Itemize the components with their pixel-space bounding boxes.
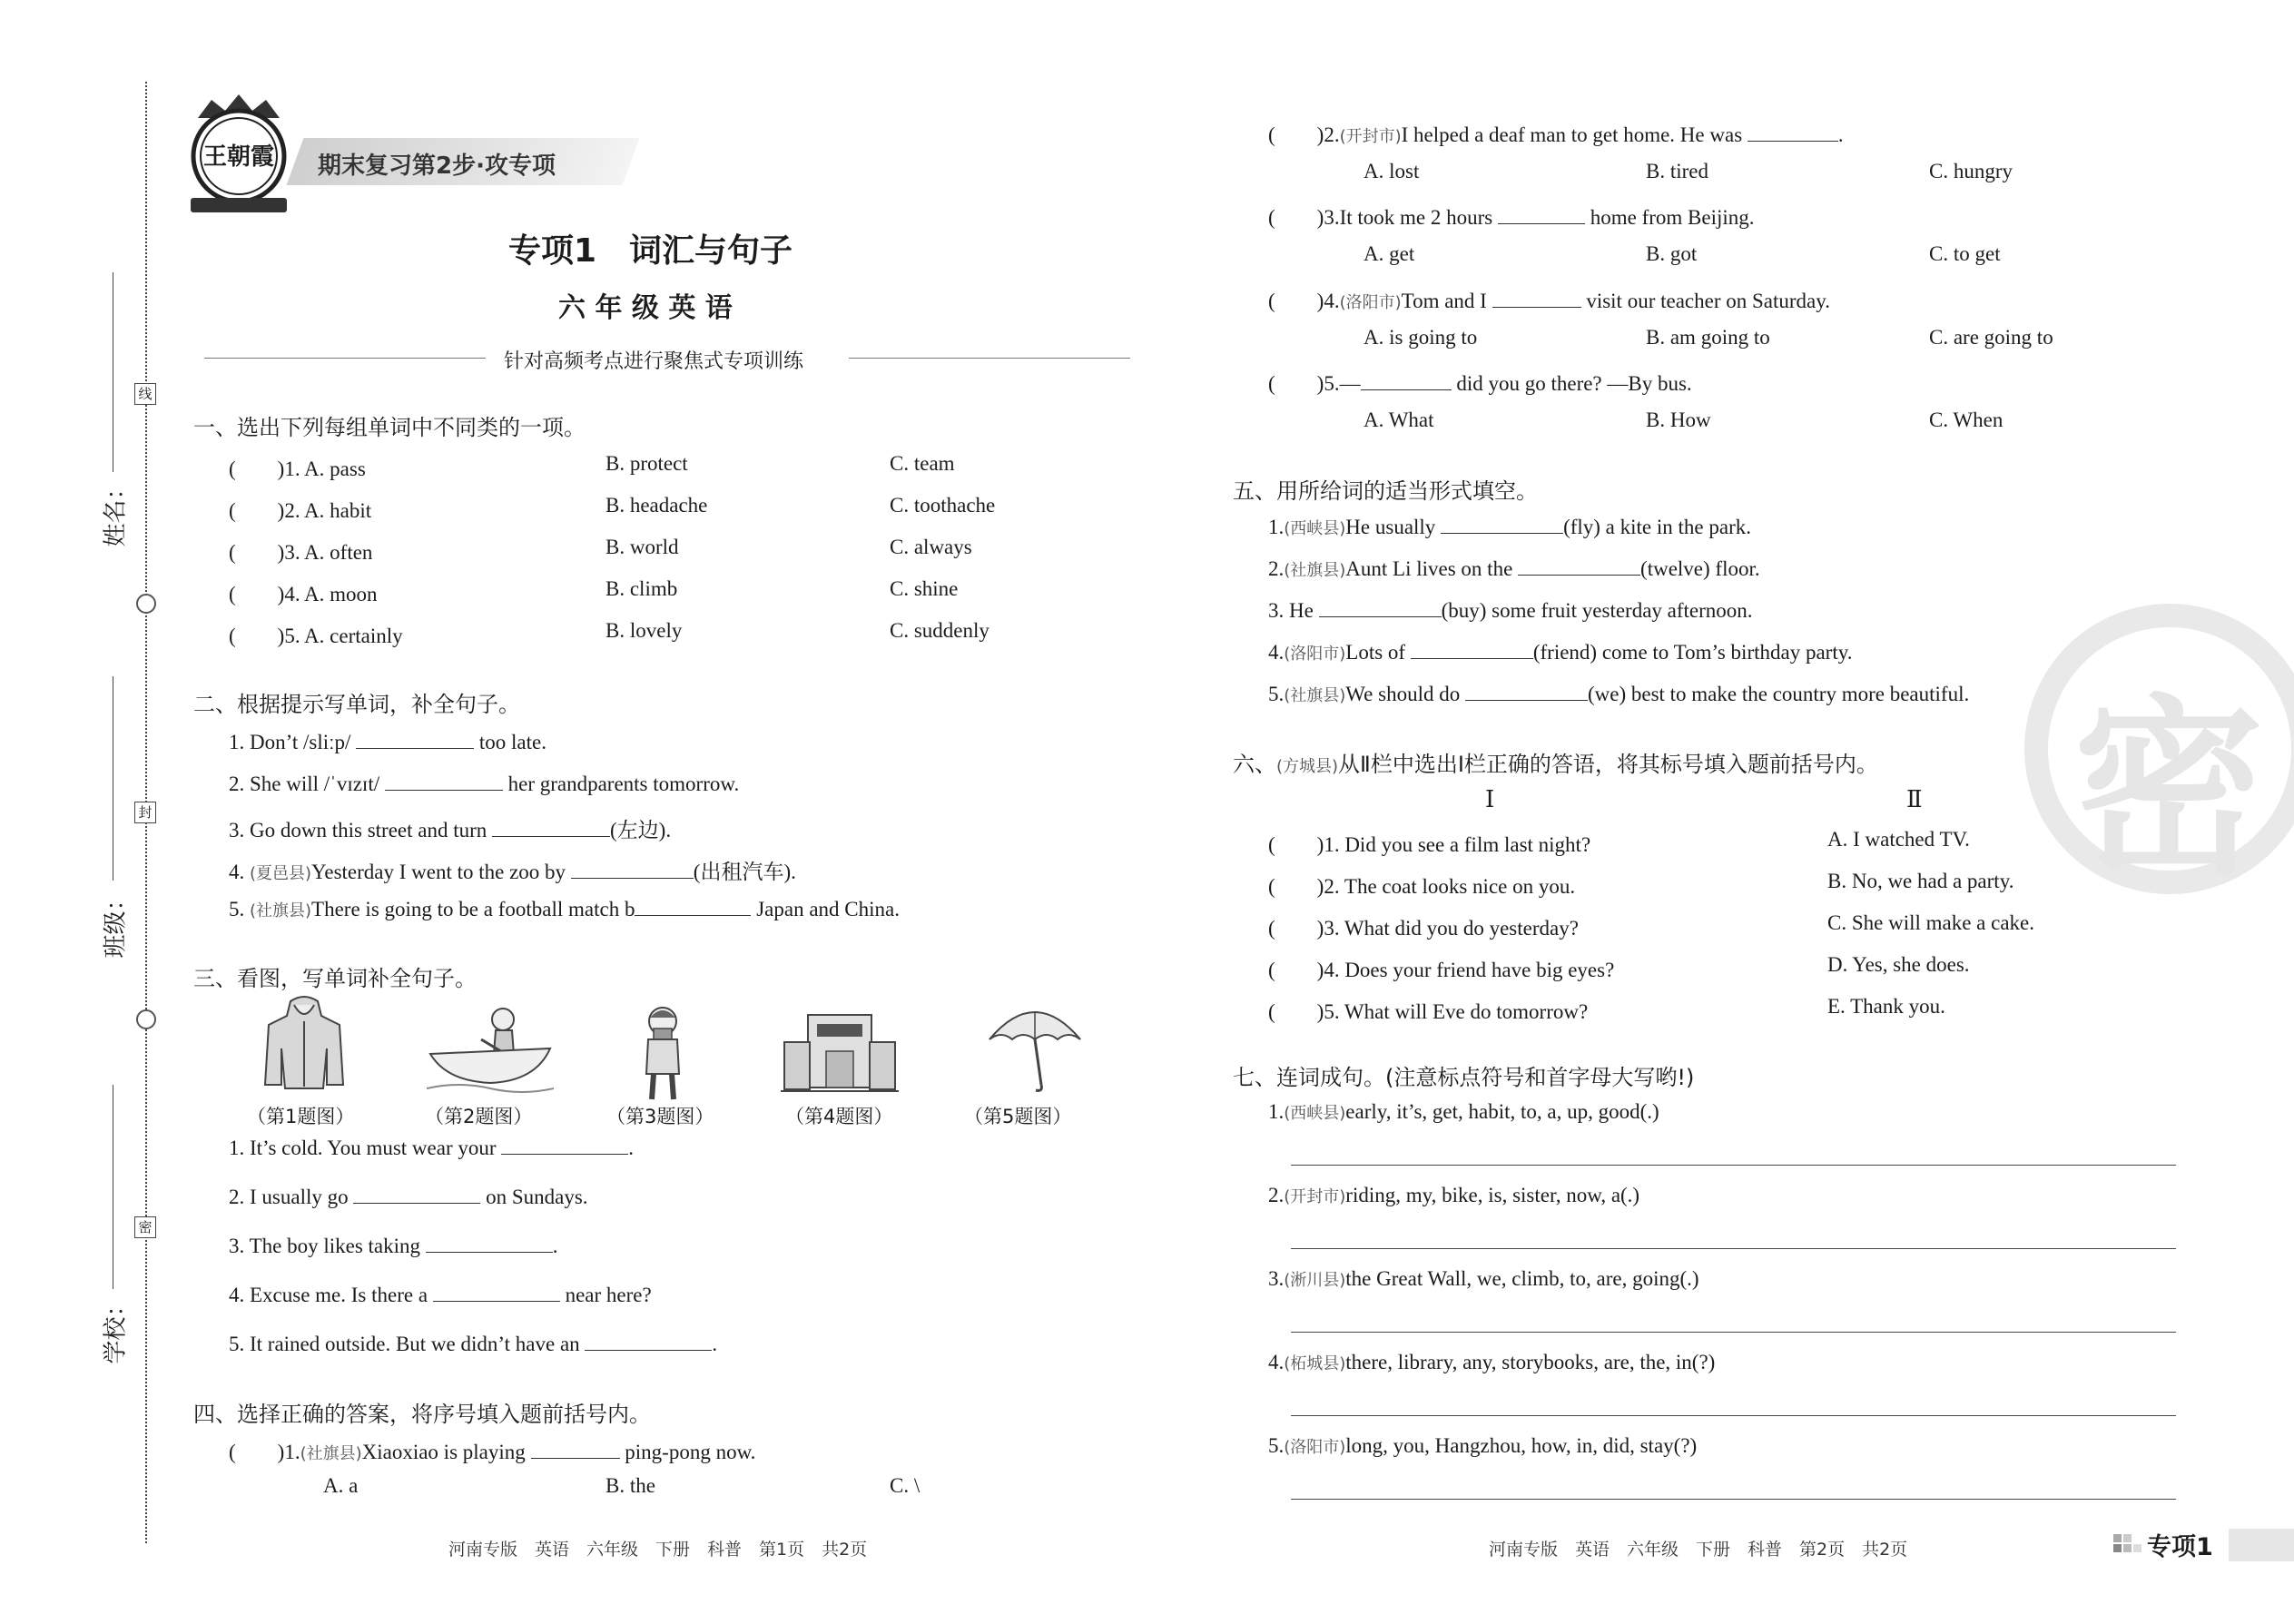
word-list: 2.(开封市)riding, my, bike, is, sister, now, a(.): [1268, 1184, 1640, 1206]
option-a: A. is going to: [1364, 326, 1478, 349]
option-c: C. When: [1929, 408, 2004, 431]
section1-heading: 一、选出下列每组单词中不同类的一项。: [193, 415, 586, 440]
picture-boating: [427, 1003, 554, 1098]
answer-option: B. No, we had a party.: [1827, 870, 2014, 892]
fill-row: 5.(社旗县)We should do (we) best to make the country more beautiful.: [1268, 683, 1970, 705]
option-a: A. lost: [1364, 160, 1420, 182]
question-row[interactable]: ( )5. A. certainly: [229, 625, 403, 647]
fill-row: 1. Don’t /sliːp/ too late.: [229, 731, 546, 753]
question-row[interactable]: ( )1. A. pass: [229, 458, 366, 480]
answer-blank[interactable]: [585, 1332, 712, 1351]
footer-left: 河南专版 英语 六年级 下册 科普 第1页 共2页: [448, 1540, 868, 1560]
picture-caption: （第2题图）: [425, 1106, 533, 1127]
picture-boy-photo: [635, 1003, 690, 1107]
seal-char-secret: 密: [134, 1216, 156, 1238]
picture-bookstore: [781, 1006, 899, 1101]
page-subtitle: 六 年 级 英 语: [558, 292, 733, 324]
question-row[interactable]: ( )2. A. habit: [229, 499, 372, 522]
question-row[interactable]: ( )4. A. moon: [229, 583, 378, 605]
fill-row: 2.(社旗县)Aunt Li lives on the (twelve) floor.: [1268, 557, 1760, 580]
question-row[interactable]: ( )2.(开封市)I helped a deaf man to get home. He was .: [1268, 123, 1844, 146]
question-row[interactable]: ( )3.It took me 2 hours home from Beijing.: [1268, 206, 1755, 229]
option-b: B. the: [605, 1474, 655, 1497]
picture-umbrella: [985, 1003, 1085, 1098]
corner-tab-bar: [2229, 1529, 2294, 1561]
fill-row: 2. I usually go on Sundays.: [229, 1186, 588, 1208]
section7-heading: 七、连词成句。(注意标点符号和首字母大写哟!): [1233, 1065, 1695, 1090]
option-a: A. What: [1364, 408, 1434, 431]
answer-line[interactable]: [1291, 1165, 2176, 1166]
fill-row: 1. It’s cold. You must wear your .: [229, 1137, 635, 1159]
fill-row: 1.(西峡县)He usually (fly) a kite in the park.: [1268, 516, 1751, 538]
watermark-char: 密: [2073, 678, 2265, 901]
section2-heading: 二、根据提示写单词，补全句子。: [193, 692, 520, 717]
answer-blank[interactable]: [1518, 556, 1640, 576]
banner-text: 期末复习第2步·攻专项: [318, 153, 556, 180]
option-c: C. toothache: [890, 494, 996, 517]
option-c: C. team: [890, 452, 955, 475]
fill-row: 5. It rained outside. But we didn’t have an .: [229, 1333, 718, 1355]
question-row[interactable]: ( )1.(社旗县)Xiaoxiao is playing ping-pong now.: [229, 1441, 756, 1463]
question-row[interactable]: ( )3. A. often: [229, 541, 373, 564]
answer-blank[interactable]: [353, 1185, 480, 1204]
option-a: A. a: [323, 1474, 359, 1497]
fill-row: 4.(洛阳市)Lots of (friend) come to Tom’s birthday party.: [1268, 641, 1853, 664]
name-label: 姓名：: [102, 476, 130, 547]
seal-char-line: 线: [134, 383, 156, 405]
answer-blank[interactable]: [1441, 515, 1563, 534]
option-b: B. lovely: [605, 619, 683, 642]
section6-heading: 六、(方城县)从Ⅱ栏中选出Ⅰ栏正确的答语，将其标号填入题前括号内。: [1233, 752, 1878, 777]
question-row[interactable]: ( )1. Did you see a film last night?: [1268, 833, 1591, 856]
section3-heading: 三、看图，写单词补全句子。: [193, 966, 477, 991]
picture-caption: （第3题图）: [606, 1106, 714, 1127]
answer-blank[interactable]: [635, 897, 751, 916]
brand-logo: [180, 91, 298, 209]
option-c: C. shine: [890, 577, 959, 600]
section4-heading: 四、选择正确的答案，将序号填入题前括号内。: [193, 1402, 651, 1427]
answer-option: D. Yes, she does.: [1827, 953, 1970, 976]
answer-blank[interactable]: [1498, 205, 1585, 224]
word-list: 1.(西峡县)early, it’s, get, habit, to, a, up, good(.): [1268, 1100, 1659, 1123]
option-b: B. got: [1646, 242, 1698, 265]
question-row[interactable]: ( )2. The coat looks nice on you.: [1268, 875, 1576, 898]
option-b: B. tired: [1646, 160, 1708, 182]
answer-blank[interactable]: [571, 860, 694, 879]
seal-char-seal: 封: [134, 802, 156, 823]
answer-blank[interactable]: [1319, 598, 1442, 617]
answer-line[interactable]: [1291, 1332, 2176, 1333]
footer-right: 河南专版 英语 六年级 下册 科普 第2页 共2页: [1489, 1540, 1908, 1560]
answer-blank[interactable]: [1361, 371, 1452, 390]
word-list: 4.(柘城县)there, library, any, storybooks, are, the, in(?): [1268, 1351, 1716, 1373]
answer-option: A. I watched TV.: [1827, 828, 1970, 851]
option-a: A. get: [1364, 242, 1415, 265]
picture-caption: （第4题图）: [785, 1106, 893, 1127]
school-label: 学校：: [102, 1293, 130, 1364]
answer-option: E. Thank you.: [1827, 995, 1945, 1018]
option-c: C. are going to: [1929, 326, 2053, 349]
answer-blank[interactable]: [1465, 682, 1588, 701]
option-c: C. always: [890, 536, 972, 558]
seal-circle: [136, 594, 156, 614]
picture-jacket: [263, 994, 345, 1098]
logo-text: 王朝霞: [202, 143, 274, 171]
option-c: C. to get: [1929, 242, 2001, 265]
picture-caption: （第5题图）: [964, 1106, 1072, 1127]
answer-blank[interactable]: [501, 1136, 628, 1155]
watermark-seal: [2024, 604, 2294, 901]
column-II-header: Ⅱ: [1906, 786, 1923, 812]
answer-option: C. She will make a cake.: [1827, 911, 2035, 934]
answer-blank[interactable]: [531, 1440, 620, 1459]
answer-blank[interactable]: [492, 818, 610, 837]
fill-row: 3. He (buy) some fruit yesterday afternoon.: [1268, 599, 1753, 622]
word-list: 5.(洛阳市)long, you, Hangzhou, how, in, did, stay(?): [1268, 1434, 1698, 1457]
question-row[interactable]: ( )4. Does your friend have big eyes?: [1268, 959, 1615, 981]
option-b: B. am going to: [1646, 326, 1770, 349]
option-c: C. suddenly: [890, 619, 989, 642]
answer-line[interactable]: [1291, 1248, 2176, 1249]
option-c: C. hungry: [1929, 160, 2013, 182]
question-row[interactable]: ( )4.(洛阳市)Tom and I visit our teacher on Saturday.: [1268, 290, 1831, 312]
option-b: B. headache: [605, 494, 708, 517]
option-b: B. world: [605, 536, 679, 558]
question-row[interactable]: ( )3. What did you do yesterday?: [1268, 917, 1579, 940]
option-c: C. \: [890, 1474, 921, 1497]
section5-heading: 五、用所给词的适当形式填空。: [1233, 478, 1538, 504]
fill-row: 4. Excuse me. Is there a near here?: [229, 1284, 652, 1306]
fill-row: 3. The boy likes taking .: [229, 1235, 558, 1257]
fill-row: 5. (社旗县)There is going to be a football match b Japan and China.: [229, 898, 900, 920]
corner-dots: [2113, 1534, 2142, 1561]
tagline-rule-left: [204, 358, 486, 359]
fill-row: 3. Go down this street and turn (左边).: [229, 819, 672, 842]
picture-caption: （第1题图）: [247, 1106, 355, 1127]
class-label: 班级：: [102, 887, 130, 959]
answer-blank[interactable]: [1411, 640, 1533, 659]
seal-circle: [136, 1009, 156, 1029]
tagline: 针对高频考点进行聚焦式专项训练: [504, 350, 804, 373]
answer-blank[interactable]: [385, 772, 503, 791]
fill-row: 4. (夏邑县)Yesterday I went to the zoo by (出租汽车).: [229, 861, 796, 883]
answer-blank[interactable]: [1748, 123, 1838, 142]
answer-blank[interactable]: [433, 1283, 560, 1302]
question-row[interactable]: ( )5.— did you go there? —By bus.: [1268, 372, 1692, 395]
word-list: 3.(淅川县)the Great Wall, we, climb, to, are, going(.): [1268, 1267, 1699, 1290]
column-I-header: Ⅰ: [1485, 786, 1495, 812]
option-b: B. How: [1646, 408, 1711, 431]
tagline-rule-right: [849, 358, 1130, 359]
answer-blank[interactable]: [356, 730, 474, 749]
answer-line[interactable]: [1291, 1415, 2176, 1416]
question-row[interactable]: ( )5. What will Eve do tomorrow?: [1268, 1000, 1589, 1023]
page-title: 专项1 词汇与句子: [508, 232, 793, 270]
option-b: B. climb: [605, 577, 678, 600]
corner-tab: 专项1: [2147, 1533, 2213, 1561]
answer-blank[interactable]: [1492, 289, 1581, 308]
answer-blank[interactable]: [426, 1234, 553, 1253]
option-b: B. protect: [605, 452, 688, 475]
answer-line[interactable]: [1291, 1499, 2176, 1500]
fill-row: 2. She will /ˈvɪzɪt/ her grandparents tomorrow.: [229, 773, 740, 795]
